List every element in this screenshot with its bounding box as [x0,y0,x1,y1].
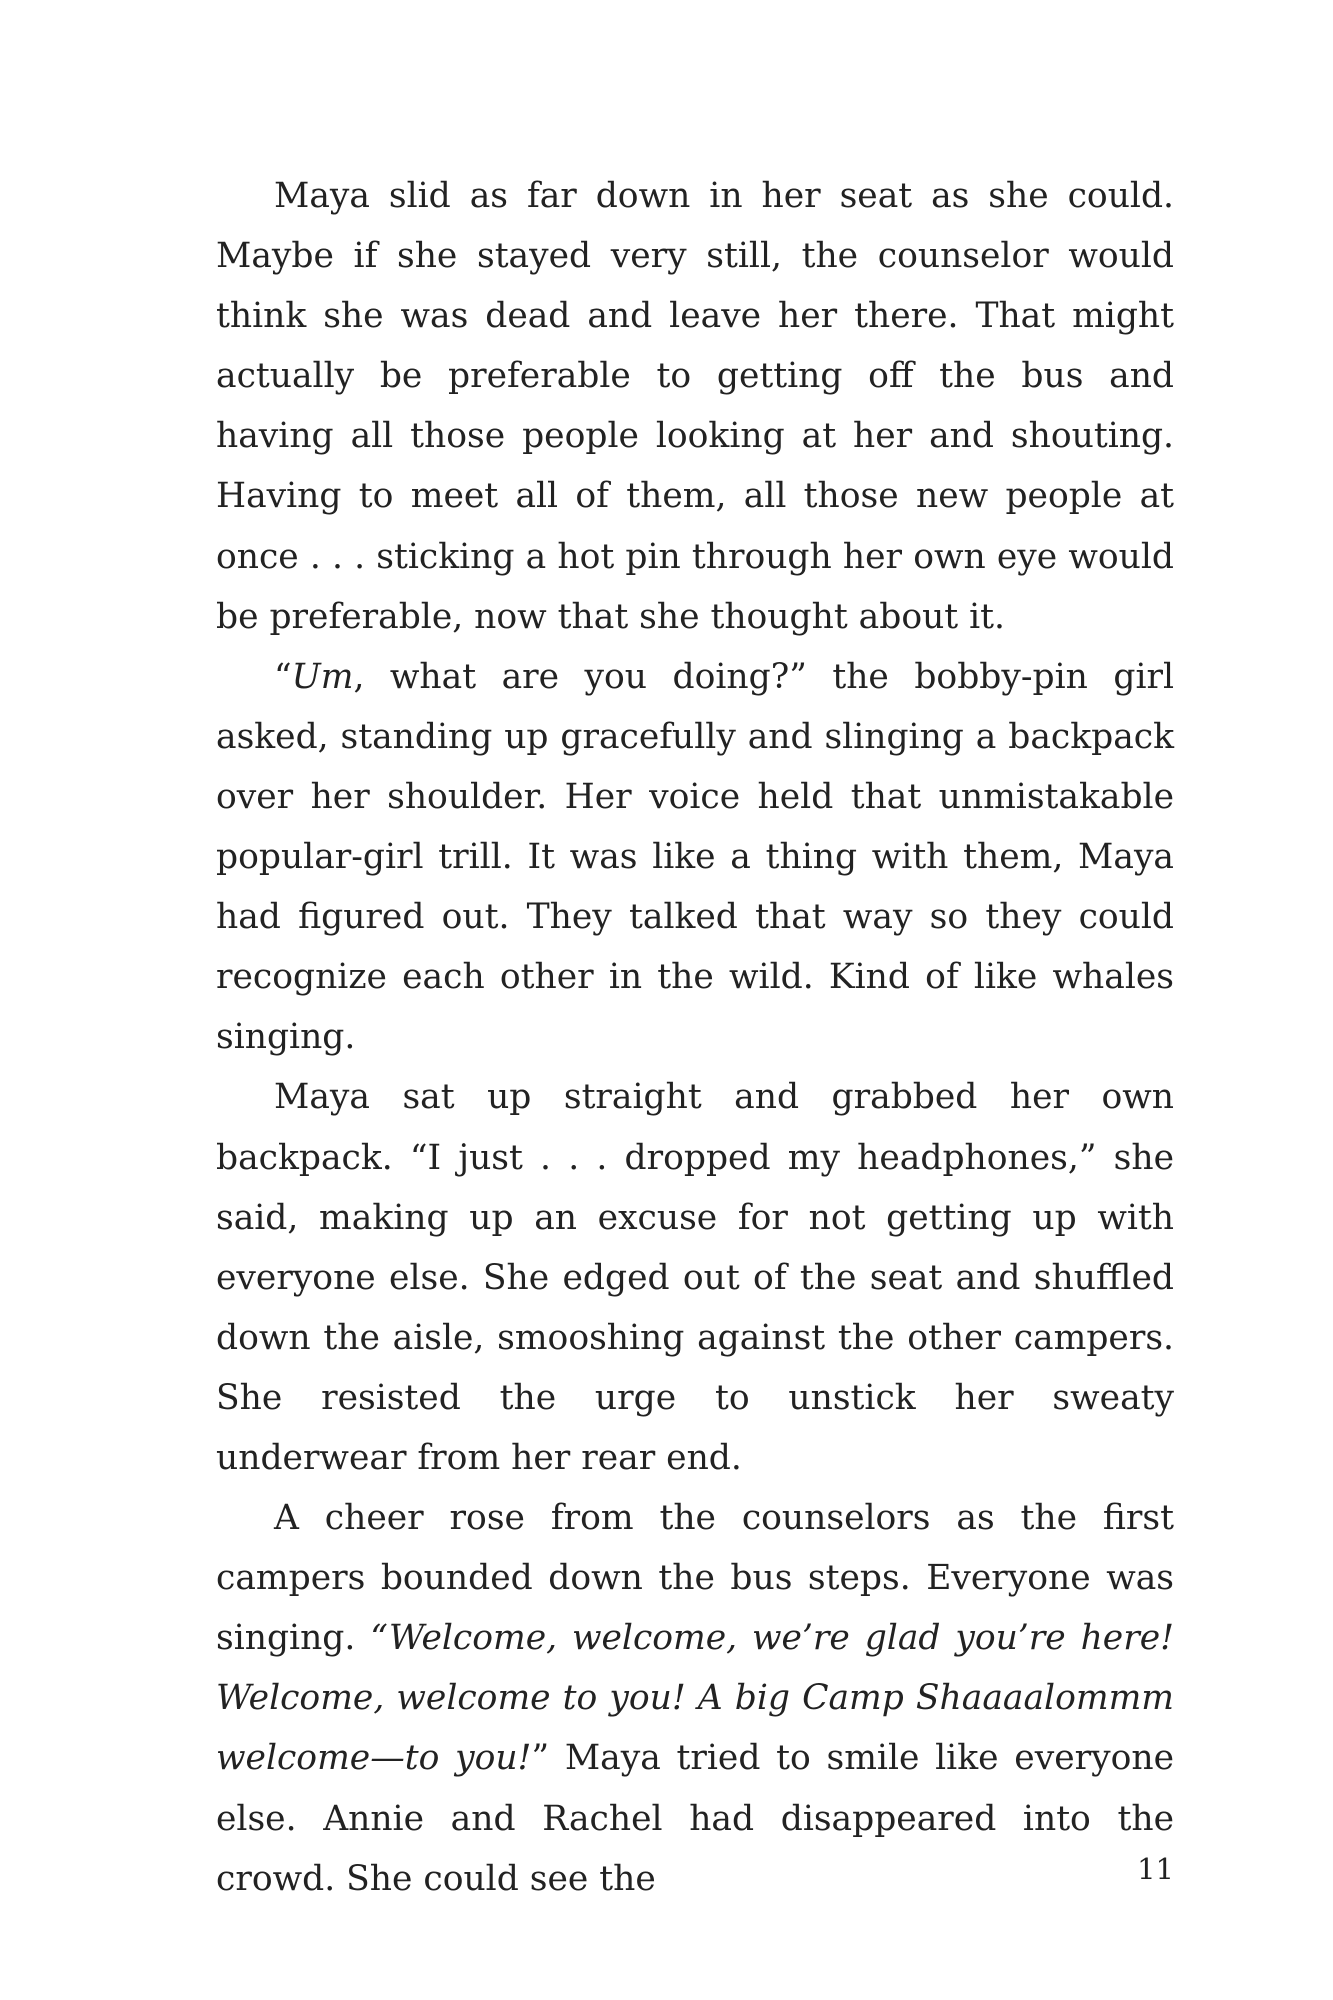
page-number: 11 [1137,1852,1174,1886]
paragraph-4-text-start: A cheer rose from the counselors as the first campers bounded down the bus steps. Everyone was singing. [216,1498,1174,1659]
paragraph-2-text: , what are you doing?” the bobby-pin girl asked, standing up gracefully and slinging a backpack over her shoulder. Her voice held that unmistakable popular-girl trill. It was like a thing with them, Maya had figured out. They talked that way so they could recognize each other in the wild. Kind of like whales singing. [216,656,1174,1058]
paragraph-4-song-lyrics: “Welcome, welcome, we’re glad you’re here! Welcome, welcome to you! A big Camp Shaaaalommm welcome—to you! [216,1618,1174,1779]
paragraph-4 [216,1488,1174,1909]
body-text [216,166,1174,1909]
paragraph-3-text: Maya sat up straight and grabbed her own backpack. “I just . . . dropped my headphones,” she said, making up an excuse for not getting up with everyone else. She edged out of the seat and shuffled down the aisle, smooshing against the other campers. She resisted the urge to unstick her sweaty underwear from her rear end. [216,1077,1174,1478]
paragraph-4-text-end: ” Maya tried to smile like everyone else. Annie and Rachel had disappeared into the crowd. She could see the [216,1738,1174,1899]
paragraph-1-text: Maya slid as far down in her seat as she could. Maybe if she stayed very still, the counselor would think she was dead and leave her there. That might actually be preferable to getting off the bus and having all those people looking at her and shouting. Having to meet all of them, all those new people at once . . . sticking a hot pin through her own eye would be preferable, now that she thought about it. [216,176,1174,637]
paragraph-2-open-quote: “ [274,656,292,697]
paragraph-1 [216,166,1174,647]
paragraph-3 [216,1067,1174,1488]
paragraph-2-italic-um: Um [291,656,354,697]
paragraph-2 [216,647,1174,1068]
